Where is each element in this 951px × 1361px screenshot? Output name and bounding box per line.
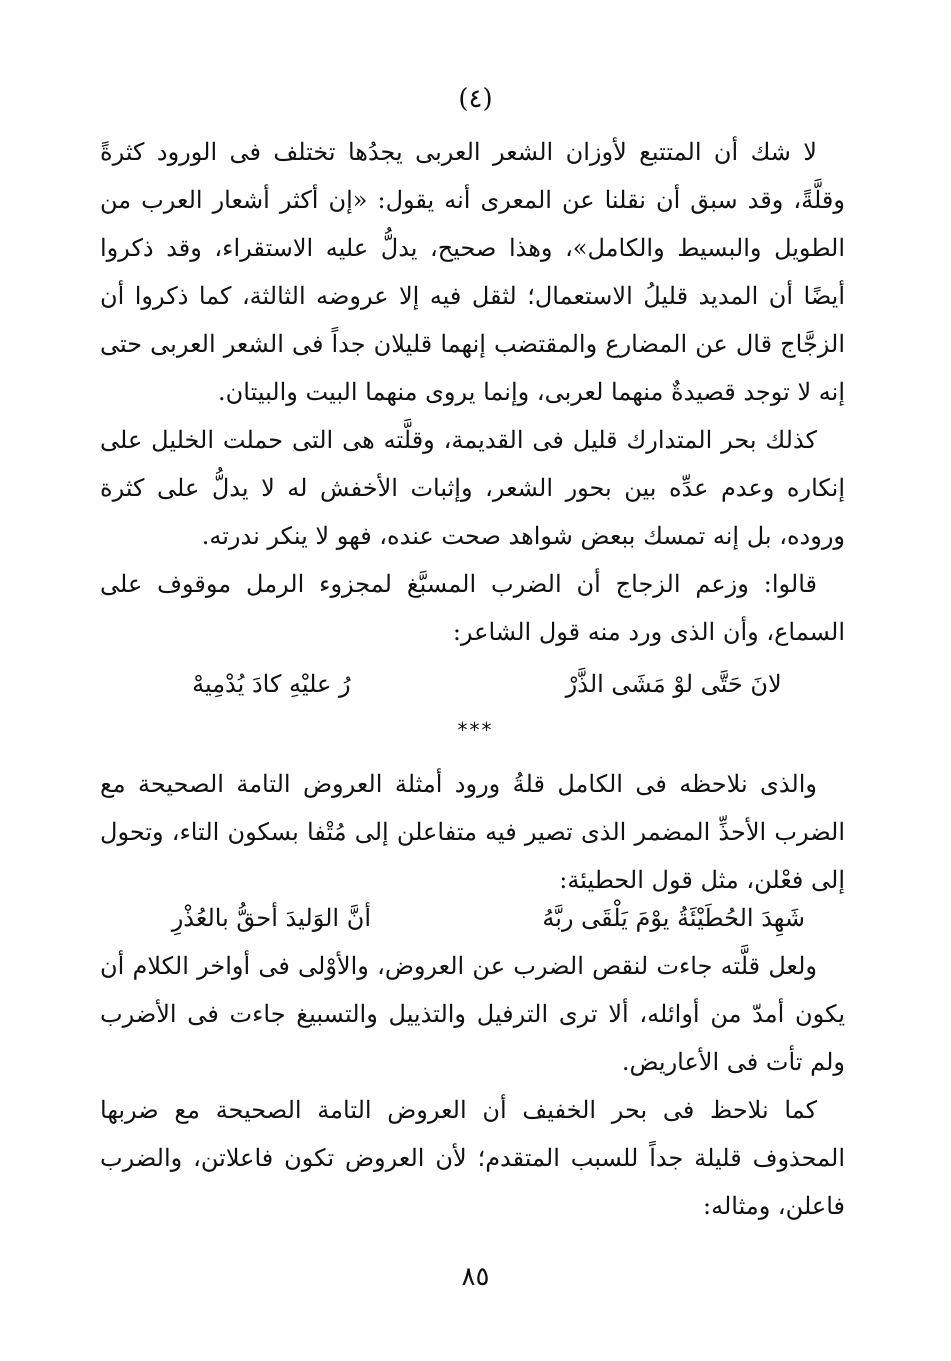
section-number: (٤) [458, 84, 493, 114]
paragraph-5: ولعل قلَّته جاءت لنقص الضرب عن العروض، والأوْلى فى أواخر الكلام أن يكون أمدّ من أوائله، ألا ترى الترفيل والتذييل والتسبيغ جاءت فى الأضرب ولم تأت فى الأعاريض. [100, 952, 845, 1076]
verse-1 [100, 664, 845, 704]
page-number: ٨٥ [461, 1262, 490, 1292]
section-separator: *** [457, 718, 494, 742]
paragraph-3: قالوا: وزعم الزجاج أن الضرب المسبَّغ لمجزوء الرمل موقوف على السماع، وأن الذى ورد منه قول الشاعر: [100, 570, 845, 646]
verse-1-first-hemistich: لانَ حَتَّى لوْ مَشَى الذَّرْ [565, 670, 782, 698]
verse-2-first-hemistich: شَهِدَ الحُطَيْئَةُ يوْمَ يَلْقَى ربَّهُ [542, 904, 805, 932]
paragraph-2: كذلك بحر المتدارك قليل فى القديمة، وقلَّته هى التى حملت الخليل على إنكاره وعدم عدِّه بين بحور الشعر، وإثبات الأخفش له لا يدلُّ على كثرة وروده، بل إنه تمسك ببعض شواهد صحت عنده، فهو لا ينكر ندرته. [100, 426, 845, 550]
paragraph-4: والذى نلاحظه فى الكامل قلةُ ورود أمثلة العروض التامة الصحيحة مع الضرب الأحذِّ المضمر الذى تصير فيه متفاعلن إلى مُتْفا بسكون التاء، وتحول إلى فعْلن، مثل قول الحطيئة: [100, 770, 845, 894]
verse-1-second-hemistich: رُ عليْهِ كادَ يُدْمِيهْ [192, 670, 351, 698]
text-block-2 [100, 760, 845, 904]
text-block-1 [100, 128, 845, 656]
paragraph-6: كما نلاحظ فى بحر الخفيف أن العروض التامة الصحيحة مع ضربها المحذوف قليلة جداً للسبب المتقدم؛ لأن العروض تكون فاعلاتن، والضرب فاعلن، ومثاله: [100, 1096, 845, 1220]
paragraph-1: لا شك أن المتتبع لأوزان الشعر العربى يجدُها تختلف فى الورود كثرةً وقلَّةً، وقد سبق أن نقلنا عن المعرى أنه يقول: «إن أكثر أشعار العرب من الطويل والبسيط والكامل»، وهذا صحيح، يدلُّ عليه الاستقراء، وقد ذكروا أيضًا أن المديد قليلُ الاستعمال؛ لثقل فيه إلا عروضه الثالثة، كما ذكروا أن الزجَّاج قال عن المضارع والمقتضب إنهما قليلان جداً فى الشعر العربى حتى إنه لا توجد قصيدةٌ منهما لعربى، وإنما يروى منهما البيت والبيتان. [100, 138, 846, 406]
verse-2 [100, 898, 845, 938]
text-block-3 [100, 942, 845, 1230]
verse-2-second-hemistich: أنَّ الوَليدَ أحقُّ بالعُذْرِ [171, 904, 371, 932]
